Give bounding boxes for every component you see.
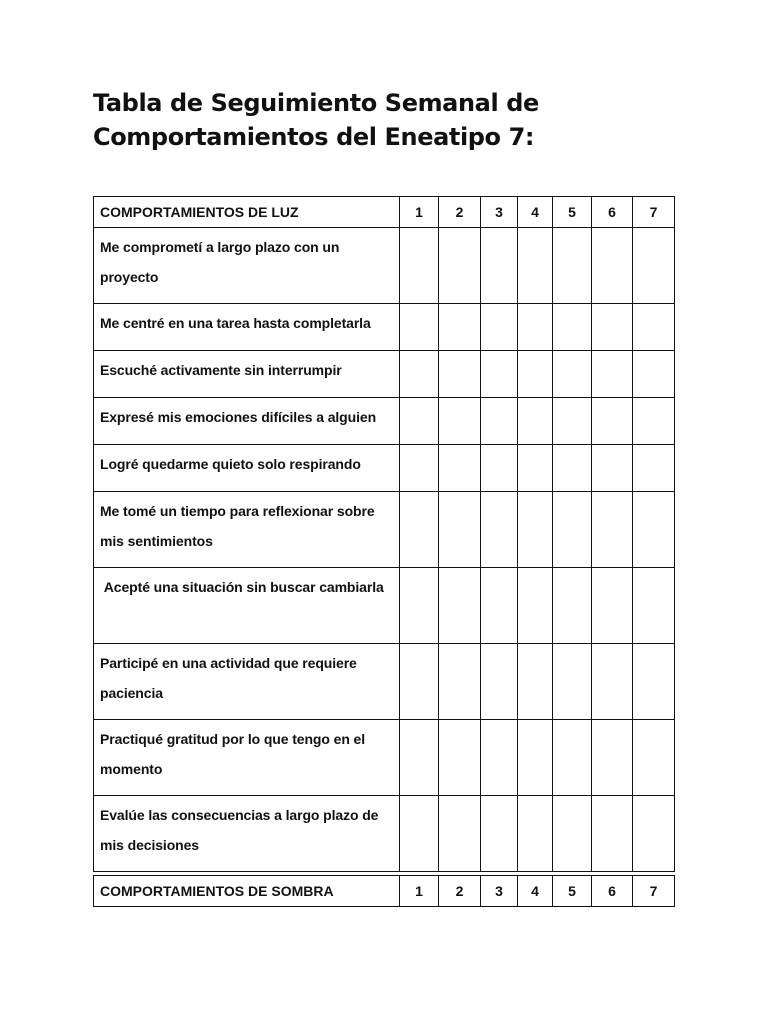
day-checkbox-cell[interactable]	[481, 720, 518, 796]
day-checkbox-cell[interactable]	[400, 351, 439, 398]
behavior-label: Me centré en una tarea hasta completarla	[94, 304, 400, 351]
behavior-label: Participé en una actividad que requiere paciencia	[94, 644, 400, 720]
day-checkbox-cell[interactable]	[553, 445, 592, 492]
day-checkbox-cell[interactable]	[633, 351, 675, 398]
day-checkbox-cell[interactable]	[592, 228, 633, 304]
day-checkbox-cell[interactable]	[633, 398, 675, 445]
day-checkbox-cell[interactable]	[400, 492, 439, 568]
shadow-behaviors-table	[93, 875, 675, 907]
day-checkbox-cell[interactable]	[481, 304, 518, 351]
day-header-4: 4	[518, 197, 553, 228]
day-header-3: 3	[481, 876, 518, 907]
light-behaviors-table	[93, 196, 675, 872]
day-checkbox-cell[interactable]	[633, 228, 675, 304]
day-checkbox-cell[interactable]	[553, 720, 592, 796]
behavior-label: Me tomé un tiempo para reflexionar sobre mis sentimientos	[94, 492, 400, 568]
day-checkbox-cell[interactable]	[518, 720, 553, 796]
day-checkbox-cell[interactable]	[553, 568, 592, 644]
behavior-label: Logré quedarme quieto solo respirando	[94, 445, 400, 492]
page-title-line-1: Tabla de Seguimiento Semanal de	[93, 89, 539, 117]
day-checkbox-cell[interactable]	[400, 568, 439, 644]
light-behavior-row	[94, 304, 675, 351]
day-header-2: 2	[439, 197, 481, 228]
day-header-1: 1	[400, 197, 439, 228]
day-checkbox-cell[interactable]	[518, 228, 553, 304]
light-behavior-row	[94, 228, 675, 304]
day-checkbox-cell[interactable]	[400, 304, 439, 351]
day-checkbox-cell[interactable]	[633, 796, 675, 872]
day-checkbox-cell[interactable]	[439, 445, 481, 492]
day-checkbox-cell[interactable]	[481, 228, 518, 304]
day-checkbox-cell[interactable]	[439, 398, 481, 445]
day-checkbox-cell[interactable]	[481, 568, 518, 644]
day-checkbox-cell[interactable]	[400, 398, 439, 445]
day-checkbox-cell[interactable]	[518, 398, 553, 445]
day-checkbox-cell[interactable]	[481, 644, 518, 720]
day-checkbox-cell[interactable]	[518, 351, 553, 398]
day-checkbox-cell[interactable]	[400, 644, 439, 720]
day-header-7: 7	[633, 876, 675, 907]
day-checkbox-cell[interactable]	[592, 568, 633, 644]
day-checkbox-cell[interactable]	[518, 568, 553, 644]
day-header-6: 6	[592, 876, 633, 907]
day-checkbox-cell[interactable]	[518, 644, 553, 720]
day-checkbox-cell[interactable]	[439, 492, 481, 568]
day-checkbox-cell[interactable]	[553, 644, 592, 720]
behavior-label: Escuché activamente sin interrumpir	[94, 351, 400, 398]
day-checkbox-cell[interactable]	[592, 492, 633, 568]
day-checkbox-cell[interactable]	[439, 644, 481, 720]
day-checkbox-cell[interactable]	[592, 796, 633, 872]
behavior-label: Practiqué gratitud por lo que tengo en el momento	[94, 720, 400, 796]
day-checkbox-cell[interactable]	[439, 796, 481, 872]
light-table-header-row	[94, 197, 675, 228]
day-checkbox-cell[interactable]	[592, 351, 633, 398]
day-header-3: 3	[481, 197, 518, 228]
day-checkbox-cell[interactable]	[553, 492, 592, 568]
page-title-line-2: Comportamientos del Eneatipo 7:	[93, 123, 535, 151]
behavior-label: Evalúe las consecuencias a largo plazo de mis decisiones	[94, 796, 400, 872]
day-checkbox-cell[interactable]	[592, 720, 633, 796]
day-checkbox-cell[interactable]	[481, 796, 518, 872]
day-checkbox-cell[interactable]	[518, 445, 553, 492]
day-checkbox-cell[interactable]	[553, 228, 592, 304]
day-checkbox-cell[interactable]	[518, 796, 553, 872]
light-behavior-row	[94, 568, 675, 644]
day-checkbox-cell[interactable]	[592, 398, 633, 445]
light-behavior-row	[94, 796, 675, 872]
day-checkbox-cell[interactable]	[633, 304, 675, 351]
day-checkbox-cell[interactable]	[439, 351, 481, 398]
light-behavior-row	[94, 445, 675, 492]
behavior-label: Expresé mis emociones difíciles a alguien	[94, 398, 400, 445]
day-checkbox-cell[interactable]	[592, 445, 633, 492]
day-checkbox-cell[interactable]	[481, 351, 518, 398]
day-checkbox-cell[interactable]	[439, 228, 481, 304]
day-checkbox-cell[interactable]	[439, 720, 481, 796]
light-table-header-label: COMPORTAMIENTOS DE LUZ	[94, 197, 400, 228]
day-checkbox-cell[interactable]	[400, 445, 439, 492]
day-checkbox-cell[interactable]	[439, 568, 481, 644]
day-checkbox-cell[interactable]	[553, 398, 592, 445]
day-checkbox-cell[interactable]	[481, 492, 518, 568]
day-checkbox-cell[interactable]	[400, 720, 439, 796]
day-checkbox-cell[interactable]	[553, 351, 592, 398]
day-checkbox-cell[interactable]	[400, 228, 439, 304]
light-behavior-row	[94, 351, 675, 398]
day-checkbox-cell[interactable]	[592, 644, 633, 720]
day-checkbox-cell[interactable]	[400, 796, 439, 872]
day-checkbox-cell[interactable]	[633, 492, 675, 568]
day-header-6: 6	[592, 197, 633, 228]
day-checkbox-cell[interactable]	[633, 445, 675, 492]
day-checkbox-cell[interactable]	[439, 304, 481, 351]
day-header-5: 5	[553, 197, 592, 228]
day-checkbox-cell[interactable]	[592, 304, 633, 351]
day-checkbox-cell[interactable]	[481, 445, 518, 492]
day-checkbox-cell[interactable]	[553, 796, 592, 872]
light-behavior-row	[94, 644, 675, 720]
day-checkbox-cell[interactable]	[633, 720, 675, 796]
light-behavior-row	[94, 720, 675, 796]
day-checkbox-cell[interactable]	[481, 398, 518, 445]
shadow-table-header-label: COMPORTAMIENTOS DE SOMBRA	[94, 876, 400, 907]
day-checkbox-cell[interactable]	[633, 568, 675, 644]
behavior-label: Acepté una situación sin buscar cambiarla	[94, 568, 400, 644]
day-checkbox-cell[interactable]	[518, 304, 553, 351]
shadow-table-header-row	[94, 876, 675, 907]
light-behavior-row	[94, 398, 675, 445]
behavior-label: Me comprometí a largo plazo con un proyecto	[94, 228, 400, 304]
day-header-7: 7	[633, 197, 675, 228]
day-checkbox-cell[interactable]	[553, 304, 592, 351]
day-header-4: 4	[518, 876, 553, 907]
page-title	[93, 86, 693, 154]
day-checkbox-cell[interactable]	[633, 644, 675, 720]
day-header-5: 5	[553, 876, 592, 907]
day-checkbox-cell[interactable]	[518, 492, 553, 568]
light-behavior-row	[94, 492, 675, 568]
day-header-2: 2	[439, 876, 481, 907]
day-header-1: 1	[400, 876, 439, 907]
